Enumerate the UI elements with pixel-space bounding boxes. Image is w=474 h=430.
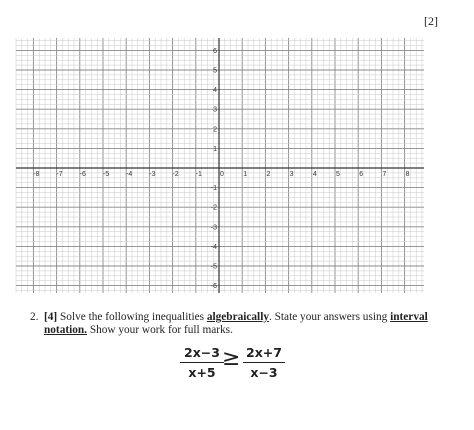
x-tick-label: -4 (126, 171, 133, 178)
emphasis-algebraically: algebraically (206, 311, 269, 323)
y-tick-label: 5 (213, 67, 217, 75)
emphasis-interval-notation: interval notation. (44, 311, 428, 336)
y-tick-label: -4 (210, 243, 217, 251)
x-tick-label: 6 (359, 171, 364, 178)
x-tick-label: -1 (195, 171, 202, 178)
y-tick-label: -3 (210, 224, 217, 232)
y-tick-label: 6 (213, 47, 217, 55)
x-tick-label: -2 (172, 171, 179, 178)
x-tick-label: 4 (312, 171, 317, 178)
page-marks: [2] (424, 14, 438, 28)
question-number: 2. (30, 311, 39, 323)
question-marks: [4] (44, 311, 58, 323)
y-tick-label: -1 (210, 185, 217, 193)
y-tick-label: -6 (210, 283, 217, 291)
lhs-numerator: 2x−3 (180, 345, 224, 363)
y-tick-label: 4 (213, 87, 217, 95)
rhs-numerator: 2x+7 (243, 345, 285, 363)
question-text-2: . State your answers using (268, 311, 391, 323)
lhs-denominator: x+5 (188, 365, 216, 380)
rhs-fraction (243, 345, 285, 380)
x-tick-label: 2 (266, 171, 271, 178)
inequality-sign: ≥ (222, 346, 241, 371)
x-tick-label: 5 (336, 171, 340, 178)
x-tick-label: 7 (382, 171, 387, 178)
y-tick-label: 1 (213, 145, 217, 153)
lhs-fraction (180, 345, 224, 380)
x-tick-label: -5 (102, 171, 110, 178)
y-tick-label: 3 (213, 106, 217, 114)
y-tick-label: -2 (210, 204, 217, 212)
x-tick-label: 0 (220, 171, 224, 178)
rhs-denominator: x−3 (250, 365, 278, 380)
x-tick-label: 8 (405, 171, 410, 178)
x-tick-label: 1 (243, 171, 248, 178)
x-tick-label: 3 (289, 171, 294, 178)
y-tick-label: 2 (213, 126, 217, 134)
y-tick-label: -5 (210, 263, 217, 271)
x-tick-label: -7 (56, 171, 63, 178)
question-2 (30, 311, 450, 337)
question-text-1: Solve the following inequalities (57, 311, 207, 323)
x-tick-label: -8 (33, 171, 40, 178)
x-tick-label: -3 (149, 171, 156, 178)
question-text-3: Show your work for full marks. (87, 324, 233, 336)
x-tick-label: -6 (79, 171, 86, 178)
